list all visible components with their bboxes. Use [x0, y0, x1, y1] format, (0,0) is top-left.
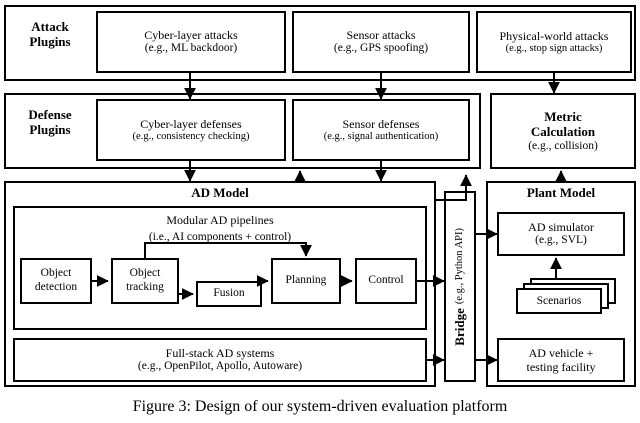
scenarios-stack[interactable] [516, 278, 616, 314]
attack-box-sensor[interactable] [292, 11, 470, 73]
attack-box-sensor-example: (e.g., GPS spoofing) [333, 42, 429, 55]
pipeline-stage-fusion-label: Fusion [213, 287, 245, 300]
ad-model-title: AD Model [191, 185, 249, 200]
ad-vehicle-line1: AD vehicle + [528, 345, 594, 360]
defense-plugins-label-line1: Defense [28, 107, 72, 122]
scenarios-label: Scenarios [536, 295, 582, 307]
pipeline-stage-control[interactable] [355, 258, 417, 304]
attack-box-physical-world-example: (e.g., stop sign attacks) [505, 42, 603, 54]
pipeline-stage-object-detection-line2: detection [34, 281, 78, 293]
metric-calculation-box[interactable] [490, 93, 636, 169]
bridge-example: (e.g., Python API) [454, 227, 466, 304]
metric-calculation-example: (e.g., collision) [528, 139, 598, 152]
defense-box-sensor-title: Sensor defenses [342, 116, 420, 131]
attack-box-physical-world-title: Physical-world attacks [499, 28, 609, 43]
metric-calculation-title-line2: Calculation [530, 124, 596, 140]
pipeline-stage-object-tracking-line1: Object [129, 267, 161, 280]
attack-plugins-label-line1: Attack [31, 19, 69, 34]
modular-pipelines-subtitle: (i.e., AI components + control) [148, 231, 292, 243]
attack-box-cyber-layer-example: (e.g., ML backdoor) [144, 42, 238, 55]
full-stack-ad-systems-example: (e.g., OpenPilot, Apollo, Autoware) [137, 360, 303, 373]
figure-caption: Figure 3: Design of our system-driven evaluation platform [132, 398, 508, 415]
attack-plugins-label [10, 20, 90, 50]
defense-plugins-label [6, 108, 94, 138]
metric-calculation-title-line1: Metric [544, 108, 582, 124]
pipeline-stage-fusion[interactable] [196, 281, 262, 307]
attack-box-physical-world[interactable] [476, 11, 632, 73]
full-stack-ad-systems-title: Full-stack AD systems [165, 346, 275, 361]
pipeline-stage-object-tracking-line2: tracking [126, 281, 164, 293]
pipeline-stage-planning[interactable] [271, 258, 341, 304]
pipeline-stage-planning-label: Planning [285, 274, 327, 287]
defense-box-sensor-example: (e.g., signal authentication) [323, 130, 439, 142]
defense-box-sensor[interactable] [292, 99, 470, 161]
full-stack-ad-systems-box[interactable] [13, 338, 427, 382]
modular-pipelines-title: Modular AD pipelines [166, 213, 274, 227]
attack-box-cyber-layer-title: Cyber-layer attacks [144, 28, 238, 43]
ad-vehicle-line2: testing facility [526, 360, 596, 374]
defense-box-cyber-layer-title: Cyber-layer defenses [140, 116, 242, 131]
attack-box-cyber-layer[interactable] [96, 11, 286, 73]
bridge-text [450, 228, 469, 346]
scenarios-card-front [516, 288, 602, 314]
pipeline-stage-object-tracking[interactable] [111, 258, 179, 304]
bridge-title: Bridge [452, 307, 468, 346]
ad-simulator-example: (e.g., SVL) [535, 234, 587, 247]
ad-vehicle-box[interactable] [497, 338, 625, 382]
bridge-box[interactable] [444, 191, 476, 382]
defense-box-cyber-layer[interactable] [96, 99, 286, 161]
plant-model-title: Plant Model [526, 185, 596, 200]
defense-box-cyber-layer-example: (e.g., consistency checking) [132, 130, 250, 142]
ad-simulator-box[interactable] [497, 212, 625, 256]
attack-box-sensor-title: Sensor attacks [346, 28, 416, 43]
defense-plugins-label-line2: Plugins [29, 121, 71, 137]
pipeline-stage-object-detection-line1: Object [40, 267, 72, 280]
ad-simulator-title: AD simulator [528, 220, 594, 235]
attack-plugins-label-line2: Plugins [29, 33, 71, 49]
pipeline-stage-object-detection[interactable] [20, 258, 92, 304]
pipeline-stage-control-label: Control [368, 274, 404, 287]
